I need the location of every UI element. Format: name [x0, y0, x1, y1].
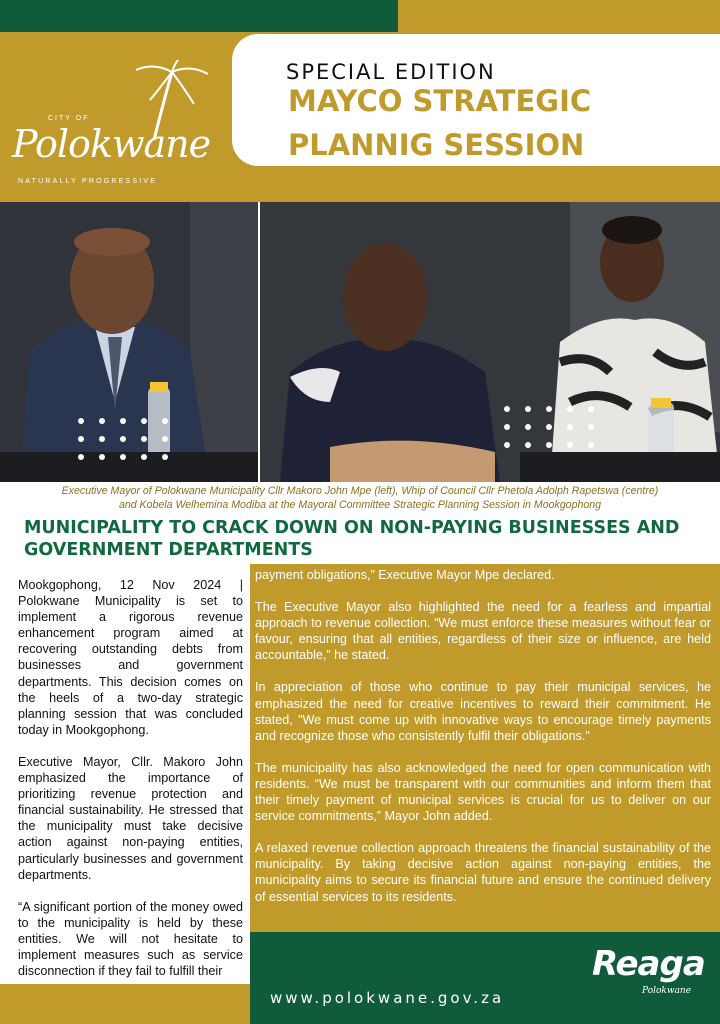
header-top-bar-gold: [398, 0, 720, 32]
logo-wordmark: Polokwane: [12, 122, 211, 166]
reaga-brand-subtitle: Polokwane: [642, 986, 692, 996]
left-paragraph-2: Executive Mayor, Cllr. Makoro John emphasized the importance of prioritizing revenue protection and financial sustainability. He stressed that the municipality must take decisive action against non-paying entities, particularly businesses and government departments.: [18, 754, 243, 882]
reaga-brand-logo: Reaga: [592, 944, 705, 984]
logo-tagline: NATURALLY PROGRESSIVE: [18, 178, 158, 185]
decorative-dots-left: [78, 418, 170, 460]
right-paragraph-4: The municipality has also acknowledged the need for open communication with residents. “We must be transparent with our communities and inform them that their timely payment of municipal services is crucial for us to deliver on our service commitments,” Mayor John added.: [255, 760, 711, 824]
right-paragraph-5: A relaxed revenue collection approach threatens the financial sustainability of the municipality. By taking decisive action against non-paying entities, the municipality aims to secure its financial future and ensure the continued delivery of essential services to its residents.: [255, 841, 711, 904]
decorative-dots-right: [504, 406, 596, 448]
left-paragraph-3: “A significant portion of the money owed to the municipality is held by these entities. We will not hesitate to implement measures such as service disconnection if they fail to fulfill their: [18, 899, 243, 979]
photo-caption-line-2: and Kobela Welhemina Modiba at the Mayoral Committee Strategic Planning Session in Mookgophong: [118, 499, 602, 511]
photo-whip-and-member: [260, 202, 720, 482]
page-title-line-2: PLANNIG SESSION: [288, 128, 585, 162]
article-headline: MUNICIPALITY TO CRACK DOWN ON NON-PAYING BUSINESSES AND GOVERNMENT DEPARTMENTS: [24, 518, 680, 560]
right-paragraph-2: The Executive Mayor also highlighted the need for a fearless and impartial approach to revenue collection. “We must enforce these measures without fear or favour, ensuring that all entities, regardless of their size or influence, are held accountable,” he stated.: [255, 600, 711, 663]
photo-executive-mayor: [0, 202, 258, 482]
polokwane-logo: [4, 60, 224, 190]
page-title-line-1: MAYCO STRATEGIC: [288, 84, 592, 118]
photo-caption-line-1: Executive Mayor of Polokwane Municipality Cllr Makoro John Mpe (left), Whip of Council Cllr Phetola Adolph Rapetswa (centre): [61, 485, 659, 497]
left-paragraph-1: Mookgophong, 12 Nov 2024 | Polokwane Municipality is set to implement a rigorous revenue enhancement program aimed at recovering outstanding debts from businesses and government departments. This decision comes on the heels of a two-day strategic planning session that was concluded today in Mookgophong.: [18, 578, 243, 737]
logo-city-label: CITY OF: [48, 115, 90, 122]
right-paragraph-3: In appreciation of those who continue to pay their municipal services, he emphasized the need for creative incentives to reward their commitment. He stated, "We must come up with innovative ways to encourage timely payments and recognize those who consistently fulfil their obligations.": [255, 680, 711, 743]
article-left-column: [18, 577, 243, 995]
edition-kicker: SPECIAL EDITION: [286, 60, 496, 84]
website-link[interactable]: www.polokwane.gov.za: [270, 989, 505, 1007]
right-paragraph-1: payment obligations,” Executive Mayor Mpe declared.: [255, 568, 555, 582]
photo-caption: [0, 484, 720, 512]
article-right-column: [255, 567, 711, 921]
header-top-bar-green: [0, 0, 398, 32]
person-illustration-right: [260, 202, 720, 482]
